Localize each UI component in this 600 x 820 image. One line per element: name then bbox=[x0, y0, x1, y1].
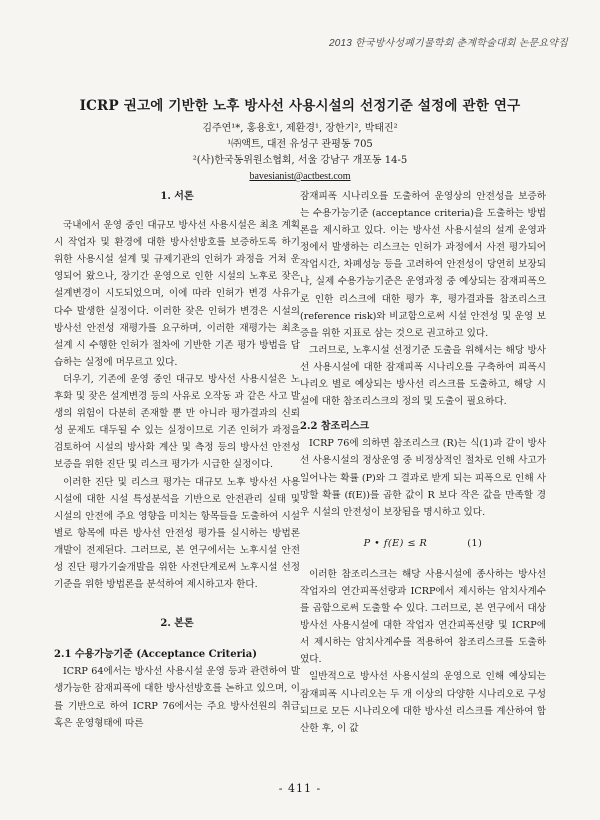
body-paragraph-1: ICRP 64에서는 방사선 사용시설 운영 등과 관련하여 발생가능한 잠재피폭에 대한 방사선방호를 논하고 있으며, 이를 기반으로 하여 ICRP 76에서는 주요 방사선원의 취급 혹은 운영형태에 따른 bbox=[54, 666, 300, 729]
section-heading-intro: 1. 서론 bbox=[160, 191, 194, 202]
equation-1 bbox=[300, 535, 546, 552]
body-paragraph-3: 그러므로, 노후시설 선정기준 도출을 위해서는 해당 방사선 사용시설에 대한 잠재피폭 시나리오를 구축하여 피폭시나리오 별로 예상되는 방사선 리스크를 도출하고, 해당 시설에 대한 참조리스크의 정의 및 도출이 필요하다. bbox=[300, 344, 546, 408]
section-heading-body: 2. 본론 bbox=[160, 618, 194, 630]
author-block bbox=[0, 121, 600, 185]
body-paragraph-4: ICRP 76에 의하면 참조리스크 (R)는 식(1)과 같이 방사선 사용시설의 정상운영 중 비정상적인 절차로 인해 사고가 일어나는 확률 (P)와 그 결과로 받게 되는 피폭으로 인해 사망할 확률 (f(E))를 곱한 값이 R 보다 작은 값을 만족할 경우 시설의 안전성이 보장됨을 명시하고 있다. bbox=[300, 438, 546, 518]
subsection-heading-2-2: 2.2 참조리스크 bbox=[300, 421, 370, 433]
body-paragraph-5: 이러한 참조리스크는 해당 사용시설에 종사하는 방사선작업자의 연간피폭선량과 ICRP에서 제시하는 암치사계수를 곱함으로써 도출할 수 있다. 그러므로, 본 연구에서 대상 방사선 사용시설에 대한 작업자 연간피폭선량 및 ICRP에서 제시하는 암치사계수를 적용하여 참조리스크를 도출하였다. bbox=[300, 568, 546, 666]
intro-paragraph-2: 더우기, 기존에 운영 중인 대규모 방사선 사용시설은 노후화 및 잦은 설계변경 등의 사유로 오작동 과 같은 사고 발생의 위험이 다분히 존재할 뿐 만 아니라 평가결과의 신뢰성 문제도 대두될 수 있는 실정이므로 기존 인허가 과정을 검토하여 시설의 방사화 계산 및 측정 등의 방사선 안전성 보증을 위한 진단 및 리스크 평가가 시급한 실정이다. bbox=[54, 373, 300, 471]
author-email[interactable]: bavesianist@actbest.com bbox=[249, 171, 351, 182]
equation-expression: P • f(E) ≤ R bbox=[363, 537, 428, 549]
right-column bbox=[300, 188, 546, 737]
page-number: - 411 - bbox=[278, 782, 322, 795]
left-column bbox=[54, 188, 300, 732]
affiliation-1: ¹㈜액트, 대전 유성구 관평동 705 bbox=[227, 139, 373, 150]
body-paragraph-2: 잠재피폭 시나리오를 도출하여 운영상의 안전성을 보증하는 수용가능기준 (acceptance criteria)을 도출하는 방법론을 제시하고 있다. 이는 방사선 사용시설의 설계 운영과정에서 발생하는 리스크는 인허가 과정에서 사전 평가되어 작업시간, 차폐성능 등을 고려하여 안전성이 당연히 보장되나, 실제 수용가능기준은 운영과정 중 예상되는 잠재피폭으로 인한 리스크에 대한 평가 후, 평가결과를 참조리스크 (reference risk)와 비교함으로써 시설 안전성 및 운영 보증을 위한 지표로 삼는 것으로 권고하고 있다. bbox=[300, 191, 546, 339]
intro-paragraph-3: 이러한 진단 및 리스크 평가는 대규모 노후 방사선 사용시설에 대한 시설 특성분석을 기반으로 안전관리 실태 및 시설의 안전에 주요 영향을 미치는 항목들을 도출하여 시설 별로 항목에 따른 방사선 안전성 평가를 실시하는 방법론 개발이 전제된다. 그러므로, 본 연구에서는 노후시설 안전성 진단 평가기술개발을 위한 사전단계로써 노후시설 선정기준을 위한 방법론을 분석하여 제시하고자 한다. bbox=[54, 476, 300, 591]
paper-title: ICRP 권고에 기반한 노후 방사선 사용시설의 선정기준 설정에 관한 연구 bbox=[79, 98, 521, 114]
subsection-heading-2-1: 2.1 수용가능기준 (Acceptance Criteria) bbox=[54, 649, 257, 661]
affiliation-2: ²(사)한국동위원소협회, 서울 강남구 개포동 14-5 bbox=[192, 155, 408, 166]
body-paragraph-6: 일반적으로 방사선 사용시설의 운영으로 인해 예상되는 잠재피폭 시나리오는 두 개 이상의 다양한 시나리오로 구성 되므로 모든 시나리오에 대한 방사선 리스크를 계산하여 합산한 후, 이 값 bbox=[300, 671, 546, 734]
author-names: 김주연¹*, 홍용호¹, 제환경¹, 장한기², 박태진² bbox=[202, 123, 398, 134]
equation-number: (1) bbox=[467, 537, 483, 549]
intro-paragraph-1: 국내에서 운영 중인 대규모 방사선 사용시설은 최초 계획 시 작업자 및 환경에 대한 방사선방호를 보증하도록 하기 위한 사용시설 설계 및 규제기관의 인허가 과정을 거쳐 운영되어 왔으나, 장기간 운영으로 인한 시설의 노후로 잦은 설계변경이 시도되었으며, 이에 따라 인허가 변경 사유가 다수 발생한 실정이다. 이러한 잦은 인허가 변경은 시설의 방사선 안전성 재평가를 요구하며, 이러한 재평가는 최초 설계 시 수행한 인허가 절차에 기반한 기존 평가 방법을 답습하는 실정에 머무르고 있다. bbox=[54, 220, 300, 368]
conference-header: 2013 한국방사성폐기물학회 춘계학술대회 논문요약집 bbox=[328, 38, 568, 49]
